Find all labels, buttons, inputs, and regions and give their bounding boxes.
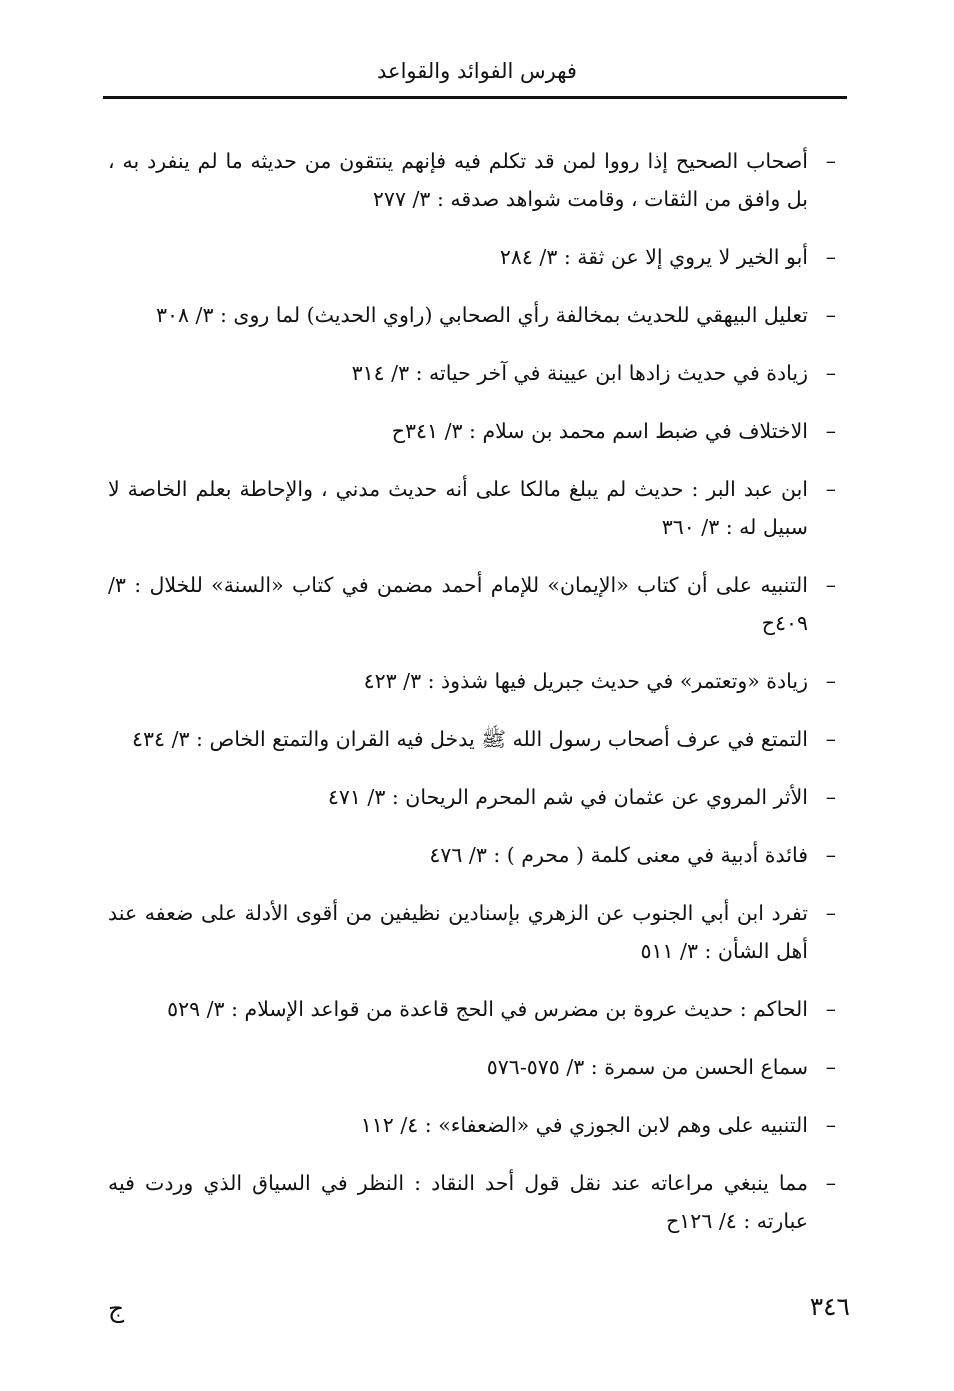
entry-text: الاختلاف في ضبط اسم محمد بن سلام : ٣/ ٣٤١ح	[391, 419, 808, 443]
entry-dash: –	[825, 573, 836, 597]
running-head-title: فهرس الفوائد والقواعد	[377, 59, 577, 83]
entry-dash: –	[825, 477, 836, 501]
index-entry	[108, 894, 836, 970]
entry-text: التنبيه على وهم لابن الجوزي في «الضعفاء» : ٤/ ١١٢	[360, 1113, 808, 1137]
entry-text: الحاكم : حديث عروة بن مضرس في الحج قاعدة من قواعد الإسلام : ٣/ ٥٢٩	[167, 997, 808, 1021]
index-entry	[108, 566, 836, 642]
index-entry	[108, 1164, 836, 1240]
entry-dash: –	[825, 843, 836, 867]
entry-text: التنبيه على أن كتاب «الإيمان» للإمام أحمد مضمن في كتاب «السنة» للخلال : ٣/ ٤٠٩ح	[108, 573, 808, 635]
entry-text: ابن عبد البر : حديث لم يبلغ مالكا على أنه حديث مدني ، والإحاطة بعلم الخاصة لا سبيل له : ٣/ ٣٦٠	[108, 477, 808, 539]
index-entry	[108, 470, 836, 546]
entry-text: الأثر المروي عن عثمان في شم المحرم الريحان : ٣/ ٤٧١	[327, 785, 808, 809]
index-entry	[108, 296, 836, 334]
entry-dash: –	[825, 1113, 836, 1137]
index-entry	[108, 662, 836, 700]
entry-dash: –	[825, 245, 836, 269]
index-entry	[108, 836, 836, 874]
entry-dash: –	[825, 303, 836, 327]
entry-dash: –	[825, 997, 836, 1021]
entry-text: تفرد ابن أبي الجنوب عن الزهري بإسنادين نظيفين من أقوى الأدلة على ضعفه عند أهل الشأن : ٣/ ٥١١	[108, 901, 808, 963]
entry-dash: –	[825, 1171, 836, 1195]
entry-text: فائدة أدبية في معنى كلمة ( محرم ) : ٣/ ٤٧٦	[429, 843, 808, 867]
entry-dash: –	[825, 419, 836, 443]
entry-text: زيادة في حديث زادها ابن عيينة في آخر حياته : ٣/ ٣١٤	[351, 361, 808, 385]
index-entry	[108, 142, 836, 218]
entry-text: التمتع في عرف أصحاب رسول الله ﷺ يدخل فيه القران والتمتع الخاص : ٣/ ٤٣٤	[132, 727, 808, 751]
index-entry	[108, 354, 836, 392]
entry-text: سماع الحسن من سمرة : ٣/ ٥٧٥-٥٧٦	[486, 1055, 808, 1079]
page-number: ٣٤٦	[809, 1292, 850, 1321]
entry-dash: –	[825, 669, 836, 693]
entry-text: أصحاب الصحيح إذا رووا لمن قد تكلم فيه فإنهم ينتقون من حديثه ما لم ينفرد به ، بل وافق من الثقات ، وقامت شواهد صدقه : ٣/ ٢٧٧	[108, 149, 808, 211]
index-entry	[108, 720, 836, 758]
entry-dash: –	[825, 727, 836, 751]
entry-dash: –	[825, 1055, 836, 1079]
header-rule	[103, 96, 847, 99]
entry-text: أبو الخير لا يروي إلا عن ثقة : ٣/ ٢٨٤	[499, 245, 808, 269]
index-entry	[108, 778, 836, 816]
entry-dash: –	[825, 361, 836, 385]
entry-text: زيادة «وتعتمر» في حديث جبريل فيها شذوذ : ٣/ ٤٢٣	[363, 669, 808, 693]
index-entry-list	[108, 142, 836, 1260]
entry-dash: –	[825, 901, 836, 925]
entry-text: مما ينبغي مراعاته عند نقل قول أحد النقاد : النظر في السياق الذي وردت فيه عبارته : ٤/ ١٢٦ح	[108, 1171, 808, 1233]
entry-text: تعليل البيهقي للحديث بمخالفة رأي الصحابي (راوي الحديث) لما روى : ٣/ ٣٠٨	[155, 303, 808, 327]
entry-dash: –	[825, 149, 836, 173]
index-entry	[108, 1048, 836, 1086]
index-entry	[108, 238, 836, 276]
index-entry	[108, 412, 836, 450]
index-entry	[108, 1106, 836, 1144]
signature-mark: ج	[108, 1294, 125, 1323]
entry-dash: –	[825, 785, 836, 809]
index-entry	[108, 990, 836, 1028]
